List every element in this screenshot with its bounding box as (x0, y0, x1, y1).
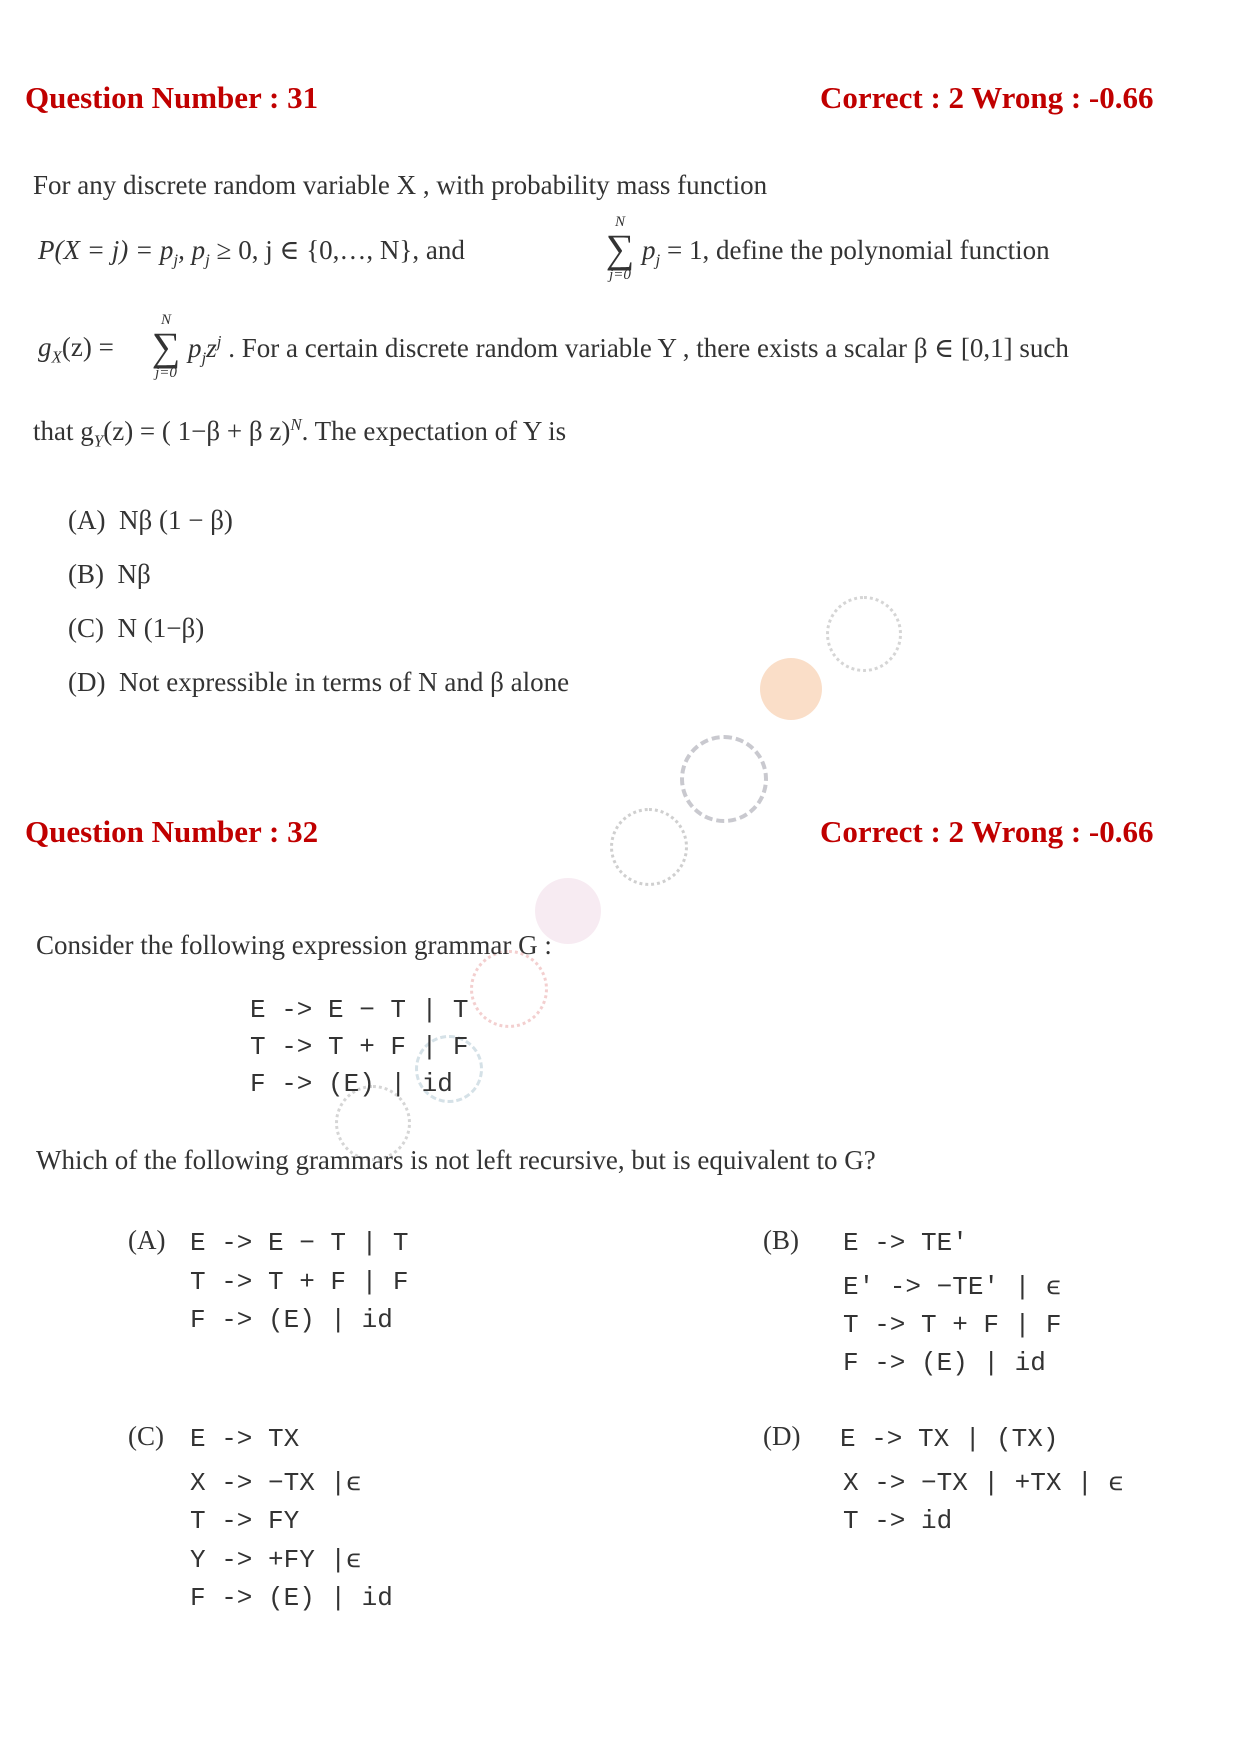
q31-sum2-term: p (188, 333, 202, 363)
q31-option-b-text: Nβ (117, 559, 151, 589)
q31-gx-eq: (z) = (61, 332, 114, 362)
q32-option-c-line: X -> −TX |ϵ (190, 1468, 362, 1498)
question-32-header: Question Number : 32 (25, 814, 319, 849)
q31-line4 (33, 415, 566, 451)
q31-pmf-mid: , p (178, 235, 206, 265)
question-32-marks: Correct : 2 Wrong : -0.66 (820, 814, 1154, 849)
question-31-header: Question Number : 31 (25, 80, 319, 115)
q32-option-a-line: E -> E − T | T (190, 1228, 409, 1258)
q31-line4-sup: N (290, 415, 302, 434)
q31-option-a-text: Nβ (1 − β) (118, 505, 233, 535)
q32-grammar-line: T -> T + F | F (250, 1032, 469, 1062)
q31-line4-sub: Y (93, 431, 104, 451)
q32-option-a-line: T -> T + F | F (190, 1267, 409, 1297)
q31-sum1-lower: j=0 (609, 267, 631, 283)
q32-option-c-label[interactable]: (C) (128, 1421, 164, 1451)
q31-option-a[interactable] (68, 505, 233, 536)
watermark-seal (610, 808, 688, 886)
watermark-seal (826, 596, 902, 672)
q32-grammar-line: E -> E − T | T (250, 995, 469, 1025)
q32-option-b-line: F -> (E) | id (843, 1348, 1046, 1378)
q31-line4-a: that g (33, 416, 94, 446)
question-31-marks: Correct : 2 Wrong : -0.66 (820, 80, 1154, 115)
q31-option-c-label: (C) (68, 613, 104, 643)
q31-option-c-text: N (1−β) (117, 613, 205, 643)
q32-option-c-line: Y -> +FY |ϵ (190, 1545, 362, 1575)
q31-sum-sign-2: N ∑ j=0 (146, 312, 186, 382)
q32-option-d-label[interactable]: (D) (763, 1421, 801, 1451)
q31-line4-b: (z) = ( 1−β + β z) (103, 416, 291, 446)
q32-option-b-label[interactable]: (B) (763, 1225, 799, 1255)
q32-option-d-line: X -> −TX | +TX | ϵ (843, 1468, 1124, 1498)
q31-sum1-upper: N (614, 214, 625, 230)
q31-option-b-label: (B) (68, 559, 104, 589)
q31-line3-rest: . For a certain discrete random variable Y , there exists a scalar β ∈ [0,1] such (228, 333, 1069, 363)
q32-grammar-line: F -> (E) | id (250, 1069, 453, 1099)
watermark-seal (680, 735, 768, 823)
q32-option-b-line: T -> T + F | F (843, 1310, 1062, 1340)
q31-line3-right: $p_jz^j$ . For a certain discrete random variable Y , there exists a scalar β ∈ [0,1] such (188, 332, 1069, 368)
q32-option-a-line: F -> (E) | id (190, 1305, 393, 1335)
q31-option-d[interactable] (68, 667, 569, 698)
q31-sum1-term: p (642, 235, 656, 265)
q31-option-d-text: Not expressible in terms of N and β alone (118, 667, 570, 697)
q31-line2: $P(X = j) = p_j$, $p_j \ge 0$, j ∈ {0,…, N}, and (38, 235, 465, 270)
q31-sum2-lower: j=0 (155, 365, 177, 381)
watermark-seal (760, 658, 822, 720)
q31-gx-sub: X (51, 347, 62, 367)
q31-option-a-label: (A) (68, 505, 106, 535)
q32-question: Which of the following grammars is not left recursive, but is equivalent to G? (36, 1145, 876, 1175)
q32-option-c-line: F -> (E) | id (190, 1583, 393, 1613)
q32-option-b-line: E -> TE′ (843, 1228, 968, 1258)
q31-line3-left (38, 332, 114, 367)
q32-option-c-line: T -> FY (190, 1506, 300, 1536)
q31-option-d-label: (D) (68, 667, 106, 697)
q32-option-d-line: T -> id (843, 1506, 953, 1536)
q31-pmf-lhs: P(X = j) = p (38, 235, 174, 265)
q31-pmf-cond: ≥ 0, j ∈ {0,…, N}, and (209, 235, 465, 265)
q31-option-c[interactable] (68, 613, 204, 644)
q32-option-b-line: E′ -> −TE′ | ϵ (843, 1272, 1062, 1302)
q31-line2-right: $p_j = 1$, define the polynomial function (642, 235, 1050, 270)
q31-gx: g (38, 332, 52, 362)
q31-option-b[interactable] (68, 559, 151, 590)
q32-option-a-label[interactable]: (A) (128, 1225, 166, 1255)
q32-option-d-line: E -> TX | (TX) (840, 1424, 1059, 1454)
watermark-seal (470, 950, 548, 1028)
q31-sum2-upper: N (160, 312, 171, 328)
q32-option-c-line: E -> TX (190, 1424, 300, 1454)
q31-line4-c: . The expectation of Y is (301, 416, 567, 446)
q32-intro: Consider the following expression grammar G : (36, 930, 552, 960)
q31-line1: For any discrete random variable X , with probability mass function (33, 170, 768, 200)
q31-sum-sign-1: N ∑ j=0 (600, 214, 640, 284)
q31-line2-tail: = 1, define the polynomial function (660, 235, 1050, 265)
